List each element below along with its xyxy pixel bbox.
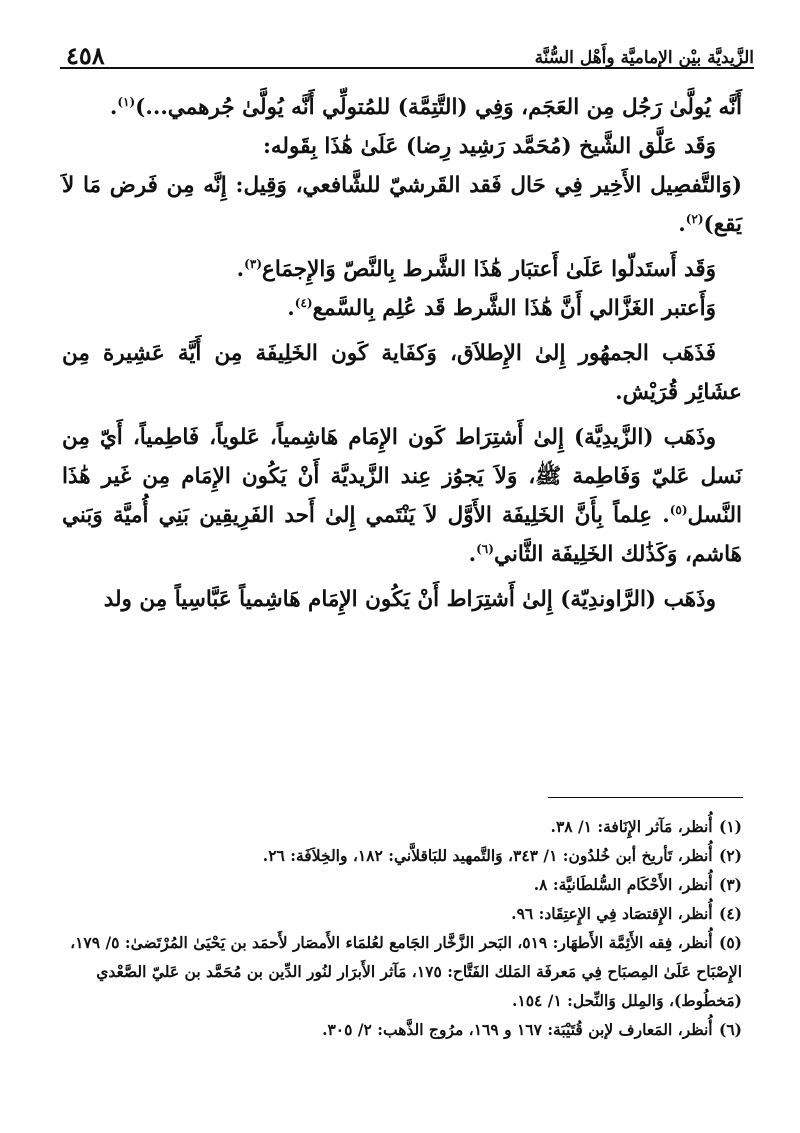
footnote-4: (٤) أُنظر، الإِقتصَاد فِي الإِعتِقَاد: ٩٦. [62, 899, 742, 928]
footnotes [62, 812, 742, 1044]
footnote-2: (٢) أُنظر، تَأريخ أبن خُلدُون: ١/ ٣٤٣، وَالتَّمهيد للبَاقلاَّني: ١٨٢، والخِلاَفَة: ٢٦. [62, 841, 742, 870]
footnote-6: (٦) أُنظر، المَعارف لإبن قُتَيْبَة: ١٦٧ و ١٦٩، مرُوج الذَّهب: ٢/ ٣٠٥. [62, 1015, 742, 1044]
paragraph-2: وَقَد عَلَّق الشَّيخ (مُحَمَّد رَشِيد رِضا) عَلَىٰ هَٰذَا بِقَوله: [262, 134, 716, 159]
paragraph-7: وذَهَب (الزَّيدِيَّة) إِلىٰ أَشتِرَاط كَون الإِمَام هَاشِمياً، عَلوياً، فَاطِمياً، أَيّ مِن نَسل عَليّ وَفَاطِمة ﷺ، وَلاَ يَجوُز عِند الزَّيديَّة أَنْ يَكُون الإِمَام مِن غَير هَٰذَا النَّسل$^{(٥)}$. عِلماً بِأَنَّ الخَلِيفَة الأَوَّل لاَ يَنْتَمي إِلىٰ أَحد الفَرِيقِين بَنِي أُميَّة وَبَني هَاشم، وَكَذَٰلك الخَلِيفَة الثَّاني$^{(٦)}$. [62, 425, 742, 567]
footnote-5: (٥) أُنظر، فِقه الأَئِمَّة الأَطهَار: ٥١٩، البَحر الزَّخَّار الجَامع لعُلمَاء الأَمصَار لأَحمَد بن يَحْيَىٰ المُرْتَضىٰ: ٥/ ١٧٩، الإِصْبَاح عَلَىٰ المِصبَاح فِي مَعرفَة المَلك الفَتَّاح: ١٧٥، مَآثر الأَبرَار لنُور الدِّين بن مُحَمَّد بن عَليّ الصَّعْدي (مَخطُوط)، وَالمِلل وَالنِّحل: ١/ ١٥٤. [62, 928, 742, 1015]
page-header [60, 30, 754, 68]
paragraph-1: أَنَّه يُولَّىٰ رَجُل مِن العَجَم، وَفِي (التَّتِمَّة) للمُتولِّي أَنَّه يُولَّىٰ جُرهمي...)$^{(١)}$. [109, 94, 742, 120]
note-ref-1[interactable]: (١) [117, 94, 136, 109]
footnote-number: (٦) [718, 1020, 742, 1039]
footnote-number: (٤) [718, 904, 742, 923]
note-ref-5[interactable]: (٥) [669, 502, 688, 517]
header-rule [60, 67, 754, 69]
footnote-3: (٣) أُنظر، الأَحْكَام السُّلطَانيَّة: ٨. [62, 870, 742, 899]
running-title: الزَّيديَّة بيْن الإماميَّة وأَهْل السُّنَّة [534, 48, 754, 68]
note-ref-6[interactable]: (٦) [476, 541, 494, 556]
note-ref-3[interactable]: (٣) [244, 256, 262, 271]
paragraph-6: فَذَهَب الجمهُور إِلىٰ الإِطلاَق، وَكفَاية كَون الخَلِيفَة مِن أَيَّة عَشِيرة مِن عشَائِر قُرَيْش. [62, 341, 742, 405]
footnote-number: (٥) [718, 933, 742, 952]
paragraph-3: (وَالتَّفصِيل الأَخِير فِي حَال فَقد القَرشيّ للشَّافعي، وَقِيل: إِنَّه مِن فَرض مَا لاَ يَقع)$^{(٢)}$. [62, 173, 742, 237]
footnote-separator [548, 797, 743, 798]
page-number: ٤٥٨ [66, 41, 105, 70]
paragraph-4: وَقَد أَستَدلّوا عَلَىٰ أَعتبَار هَٰذَا الشَّرط بِالنَّصّ وَالإِجمَاع$^{(٣)}$. [236, 256, 716, 282]
paragraph-8: وذَهَب (الرَّاوندِيّة) إِلىٰ أَشتِرَاط أَنْ يَكُون الإِمَام هَاشِمياً عَبَّاسِياً مِن ولد [103, 587, 716, 612]
footnote-number: (١) [718, 817, 742, 836]
paragraph-5: وَأَعتبر الغَزَّالي أَنَّ هَٰذَا الشَّرط قَد عُلِم بِالسَّمع$^{(٤)}$. [287, 295, 716, 321]
main-text [62, 88, 742, 619]
footnote-number: (٣) [718, 875, 742, 894]
note-ref-4[interactable]: (٤) [294, 295, 313, 310]
note-ref-2[interactable]: (٢) [685, 211, 704, 226]
footnote-number: (٢) [718, 846, 742, 865]
footnote-1: (١) أُنظر، مَآثر الإِنَافة: ١/ ٣٨. [62, 812, 742, 841]
